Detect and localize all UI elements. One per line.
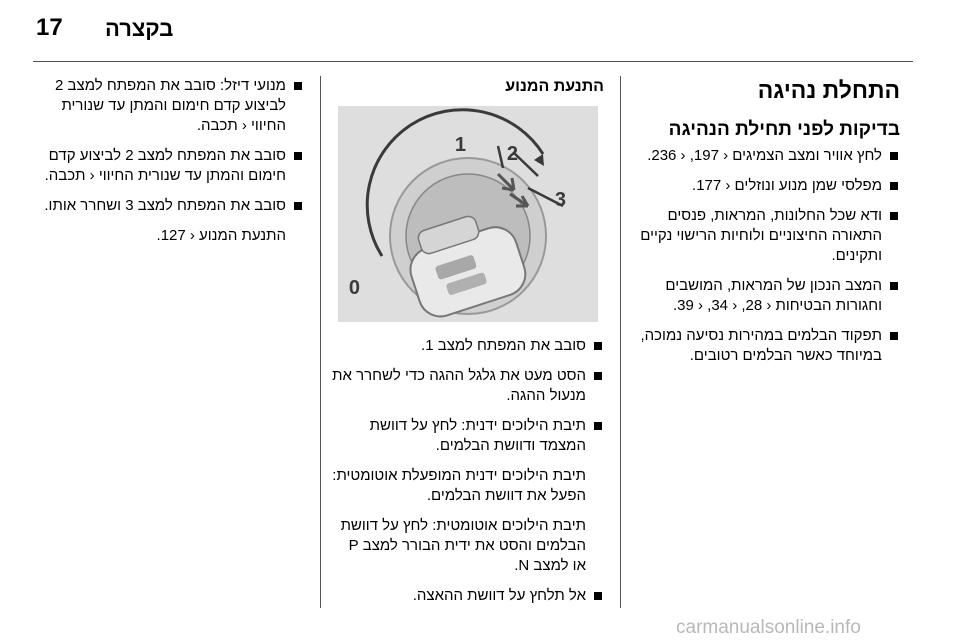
list-item: מנועי דיזל: סובב את המפתח למצב 2 לביצוע קדם חימום והמתן עד שנורית החיווי ‹ תכבה. <box>40 76 304 136</box>
list-item: תיבת הילוכים ידנית: לחץ על דוושת המצמד ודוושת הבלמים. <box>332 416 604 456</box>
list-item: סובב את המפתח למצב 2 לביצוע קדם חימום והמתן עד שנורית החיווי ‹ תכבה. <box>40 146 304 186</box>
sub-heading: בדיקות לפני תחילת הנהיגה <box>668 119 900 140</box>
list-item: סובב את המפתח למצב 1. <box>332 336 604 356</box>
list-item: סובב את המפתח למצב 3 ושחרר אותו. <box>40 196 304 216</box>
column-divider <box>320 76 321 608</box>
page-number: 17 <box>36 14 63 41</box>
paragraph: תיבת הילוכים ידנית המופעלת אוטומטית: הפעל את דוושת הבלמים. <box>332 467 586 504</box>
ignition-steps <box>40 76 304 216</box>
section-title: בקצרה <box>105 16 174 41</box>
column-divider <box>620 76 621 608</box>
right-column <box>632 76 900 376</box>
header-rule <box>33 61 913 62</box>
position-label: 2 <box>506 143 518 165</box>
starting-steps <box>332 336 604 456</box>
position-label: 1 <box>454 134 466 156</box>
ignition-key-figure <box>338 106 598 322</box>
main-heading: התחלת נהיגה <box>757 77 900 103</box>
list-item: אל תלחץ על דוושת ההאצה. <box>332 586 604 606</box>
paragraph: תיבת הילוכים אוטומטית: לחץ על דוושת הבלמים והסט את ידית הבורר למצב P או למצב N. <box>340 517 586 574</box>
watermark: carmanualsonline.info <box>676 617 861 638</box>
list-item: ודא שכל החלונות, המראות, פנסים התאורה החיצוניים ולוחיות הרישוי נקיים ותקינים. <box>632 206 900 266</box>
ignition-illustration <box>338 106 598 322</box>
position-label: 3 <box>554 189 566 211</box>
list-item: מפלסי שמן מנוע ונוזלים ‹ 177. <box>632 176 900 196</box>
cross-reference: התנעת המנוע ‹ 127. <box>156 227 286 244</box>
list-item: הסט מעט את גלגל ההגה כדי לשחרר את מנעול ההגה. <box>332 366 604 406</box>
list-item: תפקוד הבלמים במהירות נסיעה נמוכה, במיוחד כאשר הבלמים רטובים. <box>632 326 900 366</box>
position-label: 0 <box>348 277 360 299</box>
checklist <box>632 146 900 366</box>
list-item: המצב הנכון של המראות, המושבים וחגורות הבטיחות ‹ 28, ‹ 34, ‹ 39. <box>632 276 900 316</box>
starting-steps-final <box>332 586 604 606</box>
middle-column <box>332 76 604 616</box>
list-item: לחץ אוויר ומצב הצמיגים ‹ 197, ‹ 236. <box>632 146 900 166</box>
left-column <box>40 76 304 256</box>
starting-heading: התנעת המנוע <box>505 78 604 95</box>
